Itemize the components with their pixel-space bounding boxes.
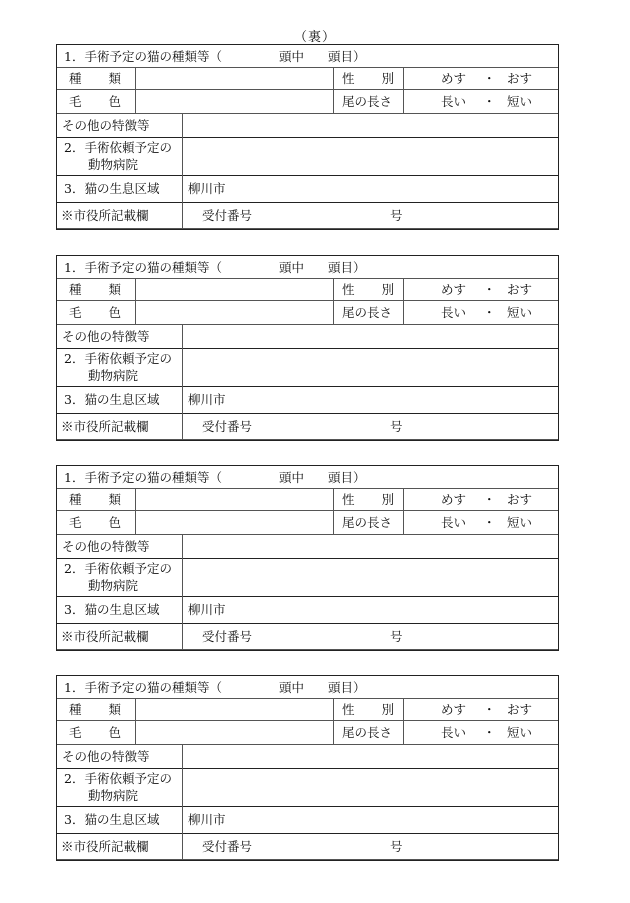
sex-label-char: 別 xyxy=(381,492,394,507)
breed-row xyxy=(57,698,558,721)
divider xyxy=(403,698,404,720)
hospital-input[interactable] xyxy=(183,768,553,806)
habitat-label: 3．猫の生息区域 xyxy=(64,602,160,617)
receipt-label: 受付番号 xyxy=(202,208,253,223)
sex-label-char: 性 xyxy=(342,702,355,717)
features-input[interactable] xyxy=(183,534,553,558)
breed-label xyxy=(69,282,121,297)
divider xyxy=(403,720,404,744)
receipt-label: 受付番号 xyxy=(202,839,253,854)
sex-option-separator: ・ xyxy=(483,282,496,297)
divider xyxy=(182,833,183,860)
receipt-suffix: 号 xyxy=(390,629,403,644)
heading-row xyxy=(57,676,558,699)
cat-form xyxy=(56,255,559,441)
tail-label: 尾の長さ xyxy=(342,725,393,740)
breed-row xyxy=(57,67,558,90)
features-label: その他の特徴等 xyxy=(62,749,150,764)
coat-input[interactable] xyxy=(136,510,332,534)
divider xyxy=(333,278,334,300)
habitat-row xyxy=(57,596,558,624)
coat-label-char: 色 xyxy=(108,94,121,109)
divider xyxy=(333,67,334,89)
office-label: ※市役所記載欄 xyxy=(61,208,149,223)
habitat-value[interactable]: 柳川市 xyxy=(188,392,226,407)
head-index-field[interactable]: 頭目） xyxy=(328,260,366,275)
divider xyxy=(182,202,183,229)
divider xyxy=(182,623,183,650)
sex-label-char: 別 xyxy=(381,282,394,297)
breed-row xyxy=(57,278,558,301)
coat-label-char: 色 xyxy=(108,515,121,530)
habitat-label: 3．猫の生息区域 xyxy=(64,392,160,407)
hospital-label-line1: 2．手術依頼予定の xyxy=(64,351,172,366)
receipt-label: 受付番号 xyxy=(202,419,253,434)
coat-input[interactable] xyxy=(136,89,332,113)
coat-label xyxy=(69,725,121,740)
breed-input[interactable] xyxy=(136,488,332,510)
sex-option-female[interactable]: めす xyxy=(441,492,467,507)
sex-label xyxy=(342,71,394,86)
hospital-input[interactable] xyxy=(183,348,553,386)
head-index-field[interactable]: 頭目） xyxy=(328,49,366,64)
divider xyxy=(403,488,404,510)
sex-label-char: 性 xyxy=(342,492,355,507)
habitat-label: 3．猫の生息区域 xyxy=(64,812,160,827)
sex-option-female[interactable]: めす xyxy=(441,71,467,86)
tail-option-separator: ・ xyxy=(483,725,496,740)
office-row xyxy=(57,833,558,860)
tail-option-separator: ・ xyxy=(483,515,496,530)
cat-form xyxy=(56,44,559,230)
head-count-field[interactable]: 頭中 xyxy=(279,49,305,64)
sex-option-male[interactable]: おす xyxy=(507,702,533,717)
tail-label: 尾の長さ xyxy=(342,94,393,109)
breed-input[interactable] xyxy=(136,698,332,720)
sex-option-male[interactable]: おす xyxy=(507,282,533,297)
coat-label-char: 色 xyxy=(108,725,121,740)
sex-option-separator: ・ xyxy=(483,71,496,86)
hospital-input[interactable] xyxy=(183,558,553,596)
tail-option-separator: ・ xyxy=(483,305,496,320)
hospital-label-line2: 動物病院 xyxy=(88,368,139,383)
tail-label: 尾の長さ xyxy=(342,305,393,320)
hospital-label-line1: 2．手術依頼予定の xyxy=(64,140,172,155)
hospital-input[interactable] xyxy=(183,137,553,175)
divider xyxy=(333,488,334,510)
features-row xyxy=(57,534,558,559)
habitat-value[interactable]: 柳川市 xyxy=(188,812,226,827)
habitat-row xyxy=(57,175,558,203)
coat-label-char: 毛 xyxy=(69,94,82,109)
office-label: ※市役所記載欄 xyxy=(61,629,149,644)
habitat-value[interactable]: 柳川市 xyxy=(188,602,226,617)
breed-label-char: 類 xyxy=(108,282,121,297)
coat-label xyxy=(69,94,121,109)
receipt-suffix: 号 xyxy=(390,208,403,223)
hospital-label-line1: 2．手術依頼予定の xyxy=(64,561,172,576)
tail-option-separator: ・ xyxy=(483,94,496,109)
tail-label: 尾の長さ xyxy=(342,515,393,530)
breed-input[interactable] xyxy=(136,67,332,89)
head-count-field[interactable]: 頭中 xyxy=(279,260,305,275)
sex-label-char: 別 xyxy=(381,702,394,717)
coat-label-char: 毛 xyxy=(69,725,82,740)
breed-input[interactable] xyxy=(136,278,332,300)
sex-label xyxy=(342,282,394,297)
breed-label xyxy=(69,71,121,86)
breed-label-char: 種 xyxy=(69,702,82,717)
divider xyxy=(182,386,183,413)
features-label: その他の特徴等 xyxy=(62,539,150,554)
tail-option-short[interactable]: 短い xyxy=(507,94,533,109)
hospital-row xyxy=(57,768,558,807)
sex-option-male[interactable]: おす xyxy=(507,71,533,86)
habitat-row xyxy=(57,806,558,834)
divider xyxy=(182,175,183,202)
sex-label-char: 性 xyxy=(342,282,355,297)
hospital-row xyxy=(57,348,558,387)
office-row xyxy=(57,413,558,440)
page-title: （裏） xyxy=(293,30,336,45)
divider xyxy=(403,278,404,300)
breed-label-char: 類 xyxy=(108,702,121,717)
breed-row xyxy=(57,488,558,511)
hospital-label-line2: 動物病院 xyxy=(88,788,139,803)
features-row xyxy=(57,113,558,138)
cat-form xyxy=(56,465,559,651)
features-input[interactable] xyxy=(183,324,553,348)
breed-label-char: 類 xyxy=(108,71,121,86)
breed-label xyxy=(69,702,121,717)
heading-row xyxy=(57,45,558,68)
features-row xyxy=(57,324,558,349)
hospital-label-line1: 2．手術依頼予定の xyxy=(64,771,172,786)
divider xyxy=(182,596,183,623)
features-row xyxy=(57,744,558,769)
sex-label-char: 別 xyxy=(381,71,394,86)
sex-option-male[interactable]: おす xyxy=(507,492,533,507)
divider xyxy=(403,510,404,534)
coat-row xyxy=(57,510,558,535)
divider xyxy=(333,698,334,720)
office-row xyxy=(57,623,558,650)
heading-row xyxy=(57,256,558,279)
divider xyxy=(333,89,334,113)
coat-label-char: 毛 xyxy=(69,515,82,530)
heading-prefix: 1．手術予定の猫の種類等（ xyxy=(64,260,222,275)
tail-option-long[interactable]: 長い xyxy=(441,305,467,320)
features-input[interactable] xyxy=(183,113,553,137)
hospital-row xyxy=(57,137,558,176)
breed-label-char: 種 xyxy=(69,282,82,297)
tail-option-short[interactable]: 短い xyxy=(507,305,533,320)
tail-option-short[interactable]: 短い xyxy=(507,515,533,530)
features-input[interactable] xyxy=(183,744,553,768)
hospital-label-line2: 動物病院 xyxy=(88,157,139,172)
head-count-field[interactable]: 頭中 xyxy=(279,680,305,695)
heading-row xyxy=(57,466,558,489)
hospital-row xyxy=(57,558,558,597)
office-label: ※市役所記載欄 xyxy=(61,839,149,854)
breed-label xyxy=(69,492,121,507)
coat-row xyxy=(57,89,558,114)
sex-label xyxy=(342,702,394,717)
divider xyxy=(182,413,183,440)
divider xyxy=(403,89,404,113)
breed-label-char: 種 xyxy=(69,71,82,86)
habitat-value[interactable]: 柳川市 xyxy=(188,181,226,196)
tail-option-long[interactable]: 長い xyxy=(441,725,467,740)
divider xyxy=(333,720,334,744)
heading-prefix: 1．手術予定の猫の種類等（ xyxy=(64,49,222,64)
cat-form xyxy=(56,675,559,861)
receipt-suffix: 号 xyxy=(390,839,403,854)
sex-option-female[interactable]: めす xyxy=(441,282,467,297)
coat-label-char: 毛 xyxy=(69,305,82,320)
office-row xyxy=(57,202,558,229)
heading-prefix: 1．手術予定の猫の種類等（ xyxy=(64,470,222,485)
divider xyxy=(333,300,334,324)
divider xyxy=(403,67,404,89)
divider xyxy=(403,300,404,324)
head-index-field[interactable]: 頭目） xyxy=(328,680,366,695)
office-label: ※市役所記載欄 xyxy=(61,419,149,434)
features-label: その他の特徴等 xyxy=(62,329,150,344)
heading-prefix: 1．手術予定の猫の種類等（ xyxy=(64,680,222,695)
coat-label xyxy=(69,515,121,530)
breed-label-char: 種 xyxy=(69,492,82,507)
breed-label-char: 類 xyxy=(108,492,121,507)
tail-option-short[interactable]: 短い xyxy=(507,725,533,740)
tail-option-long[interactable]: 長い xyxy=(441,94,467,109)
sex-label-char: 性 xyxy=(342,71,355,86)
coat-row xyxy=(57,720,558,745)
habitat-row xyxy=(57,386,558,414)
coat-label-char: 色 xyxy=(108,305,121,320)
coat-input[interactable] xyxy=(136,720,332,744)
head-count-field[interactable]: 頭中 xyxy=(279,470,305,485)
hospital-label-line2: 動物病院 xyxy=(88,578,139,593)
receipt-label: 受付番号 xyxy=(202,629,253,644)
habitat-label: 3．猫の生息区域 xyxy=(64,181,160,196)
coat-label xyxy=(69,305,121,320)
head-index-field[interactable]: 頭目） xyxy=(328,470,366,485)
tail-option-long[interactable]: 長い xyxy=(441,515,467,530)
divider xyxy=(333,510,334,534)
sex-option-separator: ・ xyxy=(483,492,496,507)
coat-input[interactable] xyxy=(136,300,332,324)
sex-option-female[interactable]: めす xyxy=(441,702,467,717)
receipt-suffix: 号 xyxy=(390,419,403,434)
sex-label xyxy=(342,492,394,507)
divider xyxy=(182,806,183,833)
coat-row xyxy=(57,300,558,325)
sex-option-separator: ・ xyxy=(483,702,496,717)
features-label: その他の特徴等 xyxy=(62,118,150,133)
